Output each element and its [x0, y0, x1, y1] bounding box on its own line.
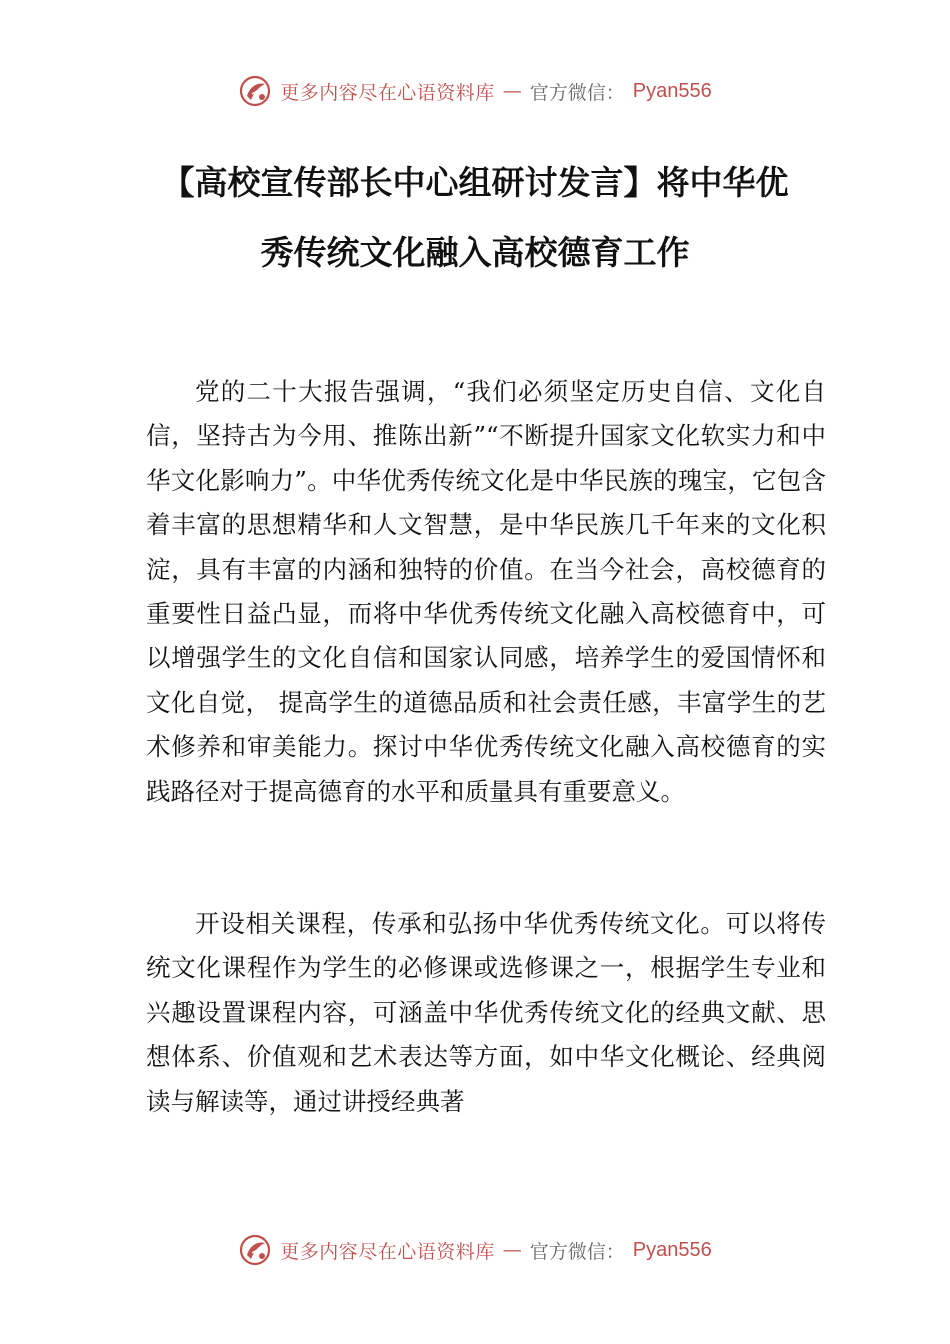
- body-paragraph-1: [146, 370, 826, 814]
- document-title: [120, 148, 830, 288]
- watermark-label: 官方微信：: [529, 1240, 625, 1263]
- watermark-label: 官方微信：: [529, 81, 625, 104]
- brand-logo-icon: [238, 1233, 272, 1267]
- title-line-1: 【高校宣传部长中心组研讨发言】将中华优: [161, 163, 789, 202]
- title-line-2: 秀传统文化融入高校德育工作: [260, 233, 690, 272]
- body-paragraph-2: [146, 902, 826, 1124]
- watermark-text: 更多内容尽在心语资料库: [280, 1240, 495, 1263]
- watermark-wechat-id: Pyan556: [632, 79, 712, 102]
- paragraph-text: 党的二十大报告强调，“我们必须坚定历史自信、文化自信，坚持古为今用、推陈出新”“不断提升国家文化软实力和中华文化影响力”。中华优秀传统文化是中华民族的瑰宝，它包含着丰富的思想精华和人文智慧，是中华民族几千年来的文化积淀，具有丰富的内涵和独特的价值。在当今社会，高校德育的重要性日益凸显，而将中华优秀传统文化融入高校德育中，可以增强学生的文化自信和国家认同感，培养学生的爱国情怀和文化自觉， 提高学生的道德品质和社会责任感，丰富学生的艺术修养和审美能力。探讨中华优秀传统文化融入高校德育的实践路径对于提高德育的水平和质量具有重要意义。: [146, 377, 826, 806]
- header-watermark: [0, 74, 950, 108]
- brand-logo-icon: [238, 74, 272, 108]
- watermark-text: 更多内容尽在心语资料库: [280, 81, 495, 104]
- watermark-separator: —: [502, 1239, 522, 1261]
- watermark-separator: —: [502, 80, 522, 102]
- footer-watermark: [0, 1233, 950, 1267]
- watermark-wechat-id: Pyan556: [632, 1238, 712, 1261]
- paragraph-text: 开设相关课程，传承和弘扬中华优秀传统文化。可以将传统文化课程作为学生的必修课或选修课之一，根据学生专业和兴趣设置课程内容，可涵盖中华优秀传统文化的经典文献、思想体系、价值观和艺术表达等方面，如中华文化概论、经典阅读与解读等，通过讲授经典著: [146, 909, 826, 1116]
